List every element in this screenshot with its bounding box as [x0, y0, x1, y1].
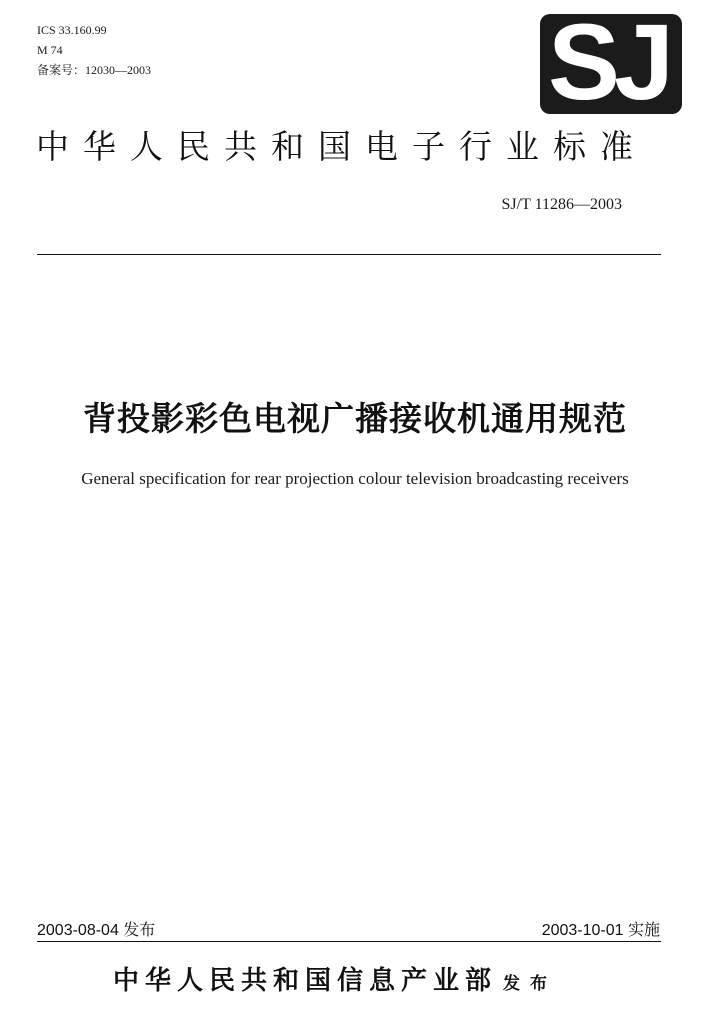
classification-block: [37, 20, 151, 80]
category-code: M 74: [37, 43, 63, 57]
issuer-name: 中华人民共和国信息产业部: [113, 966, 498, 996]
document-title-chinese: 背投影彩色电视广播接收机通用规范: [83, 399, 627, 438]
ics-code: ICS 33.160.99: [37, 23, 107, 37]
record-number: 备案号：12030—2003: [37, 63, 152, 77]
sj-logo: [540, 14, 682, 114]
publish-date: 2003-08-04 发布: [37, 922, 156, 939]
organization-title: 中华人民共和国电子行业标准: [36, 127, 647, 166]
issuer-verb: 发布: [503, 974, 558, 994]
top-divider: [37, 254, 661, 255]
bottom-divider: [37, 941, 661, 942]
effective-date: 2003-10-01 实施: [541, 922, 660, 939]
document-title-english: General specification for rear projection colour television broadcasting receivers: [81, 469, 629, 488]
sj-logo-text: SJ: [547, 14, 669, 114]
issuer-line: [113, 960, 557, 997]
standard-number: SJ/T 11286—2003: [501, 196, 622, 213]
